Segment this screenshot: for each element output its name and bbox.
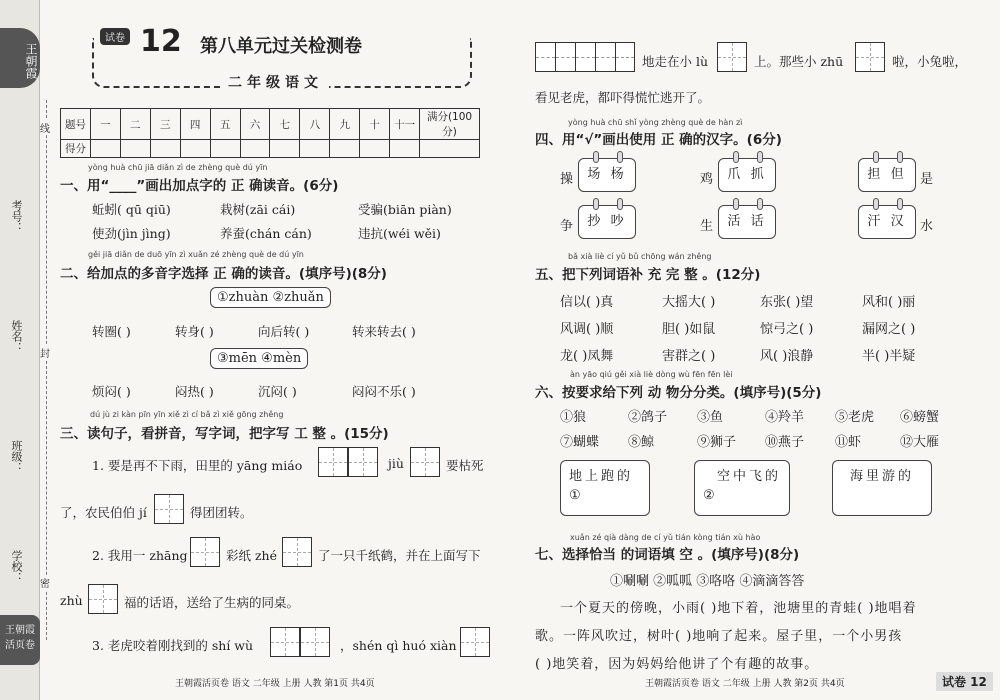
score-header-cell: 十一: [390, 109, 420, 140]
q2-options-2: ③mēn ④mèn: [210, 348, 308, 369]
q7-passage[interactable]: 一个夏天的傍晚，小雨( )地下着，池塘里的青蛙( )地唱着: [560, 601, 917, 616]
cut-mark-1: 线: [40, 120, 50, 135]
score-cell[interactable]: [210, 140, 240, 158]
q5-pinyin: bǎ xià liè cí yǔ bǔ chōng wán zhěng: [568, 252, 712, 261]
cut-mark-3: 密: [40, 575, 50, 590]
clip-icon: [617, 198, 623, 210]
score-header-cell: 十: [360, 109, 390, 140]
brand-bottom-text: 王朝霞: [5, 625, 35, 636]
idiom-blank[interactable]: 漏网之( ): [862, 322, 916, 337]
choice-a[interactable]: 活: [727, 214, 744, 229]
animal-item: ①狼: [560, 410, 587, 425]
score-header-cell: 七: [270, 109, 300, 140]
category-answer: ①: [569, 488, 584, 503]
brand-text: 王朝霞: [24, 43, 38, 79]
q4-suffix: 水: [920, 219, 934, 234]
choice-b[interactable]: 但: [890, 167, 907, 182]
score-header-cell: 三: [150, 109, 180, 140]
brand-bottom-tag: 活页卷: [5, 640, 35, 651]
answer-grid[interactable]: [855, 42, 885, 76]
score-cell[interactable]: [420, 140, 480, 158]
clip-icon: [733, 198, 739, 210]
q2-item[interactable]: 闷热( ): [175, 384, 214, 399]
idiom-blank[interactable]: 大摇大( ): [662, 295, 716, 310]
idiom-blank[interactable]: 龙( )凤舞: [560, 349, 614, 364]
choice-b[interactable]: 抓: [750, 167, 767, 182]
idiom-blank[interactable]: 害群之( ): [662, 349, 716, 364]
q2-item[interactable]: 转来转去( ): [352, 324, 416, 339]
q7-options: ①唰唰 ②呱呱 ③咯咯 ④滴滴答答: [610, 574, 805, 589]
score-header-cell: 题号: [61, 109, 91, 140]
q4-suffix: 是: [920, 172, 934, 187]
q4-pinyin: yòng huà chū shǐ yòng zhèng què de hàn zì: [568, 118, 743, 127]
q3-s3: ，shén qì huó xiàn: [340, 638, 457, 653]
brand-bottom: [0, 615, 40, 665]
q2-options-1: ①zhuàn ②zhuǎn: [210, 287, 331, 308]
q1-item[interactable]: 违抗(wéi wěi): [358, 226, 441, 241]
page-title: 第八单元过关检测卷: [200, 36, 362, 57]
score-cell[interactable]: [180, 140, 210, 158]
clip-icon: [593, 198, 599, 210]
score-cell[interactable]: [300, 140, 330, 158]
clip-icon: [757, 198, 763, 210]
answer-grid[interactable]: [282, 537, 312, 571]
category-box-land[interactable]: [560, 460, 650, 516]
name-label: 姓名：: [10, 320, 23, 353]
q3-s2: 彩纸 zhé: [226, 548, 278, 563]
clip-icon: [757, 151, 763, 163]
q2-item[interactable]: 沉闷( ): [258, 384, 297, 399]
choice-a[interactable]: 爪: [727, 167, 744, 182]
q1-pinyin: yòng huà chū jiā diǎn zì de zhèng què dú yīn: [88, 163, 268, 172]
score-cell[interactable]: [330, 140, 360, 158]
animal-item: ⑤老虎: [835, 410, 875, 425]
score-header-cell: 一: [90, 109, 120, 140]
score-header-cell: 八: [300, 109, 330, 140]
q4-title: 四、用“√”画出使用 正 确的汉字。(6分): [535, 132, 782, 148]
q1-title: 一、用“____”画出加点字的 正 确读音。(6分): [60, 178, 339, 194]
choice-b[interactable]: 话: [750, 214, 767, 229]
animal-item: ④羚羊: [765, 410, 805, 425]
category-label: 海里游的: [849, 469, 914, 484]
animal-item: ⑥螃蟹: [900, 410, 940, 425]
q1-item[interactable]: 栽树(zāi cái): [220, 202, 296, 217]
q2-item[interactable]: 闷闷不乐( ): [352, 384, 416, 399]
q1-item[interactable]: 使劲(jìn jìng): [92, 226, 171, 241]
score-cell[interactable]: [240, 140, 270, 158]
continued-text: 啦，小兔啦，: [892, 54, 968, 69]
choice-a[interactable]: 担: [867, 167, 884, 182]
score-header-cell: 满分(100分): [420, 109, 480, 140]
continued-text: 地走在小 lù: [642, 54, 709, 69]
choice-a[interactable]: 汗: [867, 214, 884, 229]
choice-a[interactable]: 场: [587, 167, 604, 182]
animal-item: ⑦蝴蝶: [560, 435, 600, 450]
score-header-cell: 九: [330, 109, 360, 140]
score-cell: 得分: [61, 140, 91, 158]
q4-choice-card[interactable]: [578, 158, 636, 192]
answer-grid[interactable]: [535, 42, 635, 76]
q6-pinyin: àn yāo qiú gěi xià liè dòng wù fēn fēn lèi: [570, 370, 733, 379]
answer-grid[interactable]: [410, 447, 440, 481]
field-school[interactable]: [8, 550, 24, 583]
score-cell[interactable]: [390, 140, 420, 158]
idiom-blank[interactable]: 信以( )真: [560, 295, 614, 310]
q1-item[interactable]: 蚯蚓( qū qiū): [92, 202, 171, 217]
q4-prefix: 操: [560, 172, 574, 187]
page-tag: 试卷 12: [936, 672, 993, 691]
cut-mark-2: 封: [40, 345, 50, 360]
q3-s1: 了，农民伯伯 jí: [60, 505, 147, 520]
q2-item[interactable]: 向后转( ): [258, 324, 310, 339]
q4-choice-card[interactable]: [858, 205, 916, 239]
field-name[interactable]: [8, 320, 24, 353]
q2-item[interactable]: 转圈( ): [92, 324, 131, 339]
clip-icon: [593, 151, 599, 163]
q3-s1: 1. 要是再不下雨，田里的 yāng miáo: [92, 458, 303, 473]
answer-grid[interactable]: [190, 537, 220, 571]
idiom-blank[interactable]: 风和( )丽: [862, 295, 916, 310]
continued-text: 上。那些小 zhū: [754, 54, 844, 69]
score-cell[interactable]: [270, 140, 300, 158]
animal-item: ⑩燕子: [765, 435, 805, 450]
animal-item: ②鸽子: [628, 410, 668, 425]
score-cell[interactable]: [120, 140, 150, 158]
category-box-air[interactable]: [694, 460, 790, 516]
answer-grid[interactable]: [270, 627, 330, 661]
footer-left: 王朝霞活页卷 语文 二年级 上册 人教 第1页 共4页: [175, 679, 375, 689]
answer-grid[interactable]: [318, 447, 378, 481]
q4-prefix: 争: [560, 219, 574, 234]
animal-item: ⑫大雁: [900, 435, 940, 450]
choice-b[interactable]: 杨: [610, 167, 627, 182]
category-label: 地上跑的: [569, 469, 634, 484]
q3-s1: 得团团转。: [190, 505, 253, 520]
category-box-sea[interactable]: [832, 460, 932, 516]
clip-icon: [873, 151, 879, 163]
field-kaohao[interactable]: [8, 200, 24, 233]
answer-grid[interactable]: [717, 42, 747, 76]
answer-grid[interactable]: [154, 494, 184, 528]
animal-item: ⑪虾: [835, 435, 862, 450]
score-header-cell: 四: [180, 109, 210, 140]
clip-icon: [617, 151, 623, 163]
exam-number: 12: [140, 24, 182, 59]
clip-icon: [897, 198, 903, 210]
score-table: [60, 108, 480, 158]
q3-s1: jiù: [388, 456, 404, 471]
kaohao-label: 考号：: [10, 200, 23, 233]
choice-b[interactable]: 汉: [890, 214, 907, 229]
clip-icon: [733, 151, 739, 163]
category-answer: ②: [703, 488, 718, 503]
score-header-cell: 五: [210, 109, 240, 140]
idiom-blank[interactable]: 半( )半疑: [862, 349, 916, 364]
page-subtitle: 二年级语文: [222, 72, 329, 92]
answer-grid[interactable]: [88, 584, 118, 618]
choice-b[interactable]: 吵: [610, 214, 627, 229]
category-label: 空中飞的: [717, 469, 782, 484]
q3-s1: 要枯死: [446, 458, 484, 473]
q4-choice-card[interactable]: [858, 158, 916, 192]
q2-title: 二、给加点的多音字选择 正 确的读音。(填序号)(8分): [60, 266, 387, 282]
q2-item[interactable]: 烦闷( ): [92, 384, 131, 399]
score-header-cell: 六: [240, 109, 270, 140]
animal-item: ③鱼: [697, 410, 724, 425]
q1-item[interactable]: 受骗(biān piàn): [358, 202, 452, 217]
score-cell[interactable]: [360, 140, 390, 158]
q4-choice-card[interactable]: [718, 205, 776, 239]
q3-title: 三、读句子，看拼音，写字词，把字写 工 整 。(15分): [60, 426, 389, 442]
q7-passage[interactable]: 歌。一阵风吹过，树叶( )地响了起来。屋子里，一个小男孩: [535, 629, 903, 644]
field-class[interactable]: [8, 440, 24, 473]
q4-choice-card[interactable]: [578, 205, 636, 239]
idiom-blank[interactable]: 胆( )如鼠: [662, 322, 716, 337]
animal-item: ⑨狮子: [697, 435, 737, 450]
idiom-blank[interactable]: 惊弓之( ): [760, 322, 814, 337]
choice-a[interactable]: 抄: [587, 214, 604, 229]
q3-s3: 3. 老虎咬着刚找到的 shí wù: [92, 638, 254, 653]
q4-choice-card[interactable]: [718, 158, 776, 192]
q3-pinyin: dú jù zi kàn pīn yīn xiě zì cí bǎ zì xiě gōng zhěng: [90, 410, 284, 419]
q2-pinyin: gěi jiā diǎn de duō yīn zì xuǎn zé zhèng què de dú yīn: [88, 250, 304, 259]
q2-item[interactable]: 转身( ): [175, 324, 214, 339]
animal-item: ⑧鲸: [628, 435, 655, 450]
exam-badge: 试卷: [100, 28, 130, 45]
idiom-blank[interactable]: 东张( )望: [760, 295, 814, 310]
school-label: 学校：: [10, 550, 23, 583]
idiom-blank[interactable]: 风( )浪静: [760, 349, 814, 364]
cut-line: [46, 100, 47, 640]
q3-s2: 福的话语，送给了生病的同桌。: [124, 595, 300, 610]
idiom-blank[interactable]: 风调( )顺: [560, 322, 614, 337]
score-cell[interactable]: [150, 140, 180, 158]
clip-icon: [897, 151, 903, 163]
brand-logo: [0, 28, 40, 88]
q4-prefix: 生: [700, 219, 714, 234]
q1-item[interactable]: 养蚕(chán cán): [220, 226, 312, 241]
q7-pinyin: xuǎn zé qià dàng de cí yǔ tián kòng tián xù hào: [570, 533, 761, 542]
continued-text: 看见老虎，都吓得慌忙逃开了。: [535, 90, 711, 105]
score-header-cell: 二: [120, 109, 150, 140]
class-label: 班级：: [10, 440, 23, 473]
score-cell[interactable]: [90, 140, 120, 158]
clip-icon: [873, 198, 879, 210]
q7-title: 七、选择恰当 的词语填 空 。(填序号)(8分): [535, 547, 800, 563]
answer-grid[interactable]: [460, 627, 490, 661]
q3-s2: 2. 我用一 zhāng: [92, 548, 188, 563]
q3-s2: zhù: [60, 593, 83, 608]
q6-title: 六、按要求给下列 动 物分分类。(填序号)(5分): [535, 385, 822, 401]
q5-title: 五、把下列词语补 充 完 整 。(12分): [535, 267, 761, 283]
q4-prefix: 鸡: [700, 172, 714, 187]
footer-right: 王朝霞活页卷 语文 二年级 上册 人教 第2页 共4页: [645, 679, 845, 689]
q7-passage[interactable]: ( )地笑着，因为妈妈给他讲了个有趣的故事。: [535, 657, 819, 672]
q3-s2: 了一只千纸鹤，并在上面写下: [318, 548, 481, 563]
